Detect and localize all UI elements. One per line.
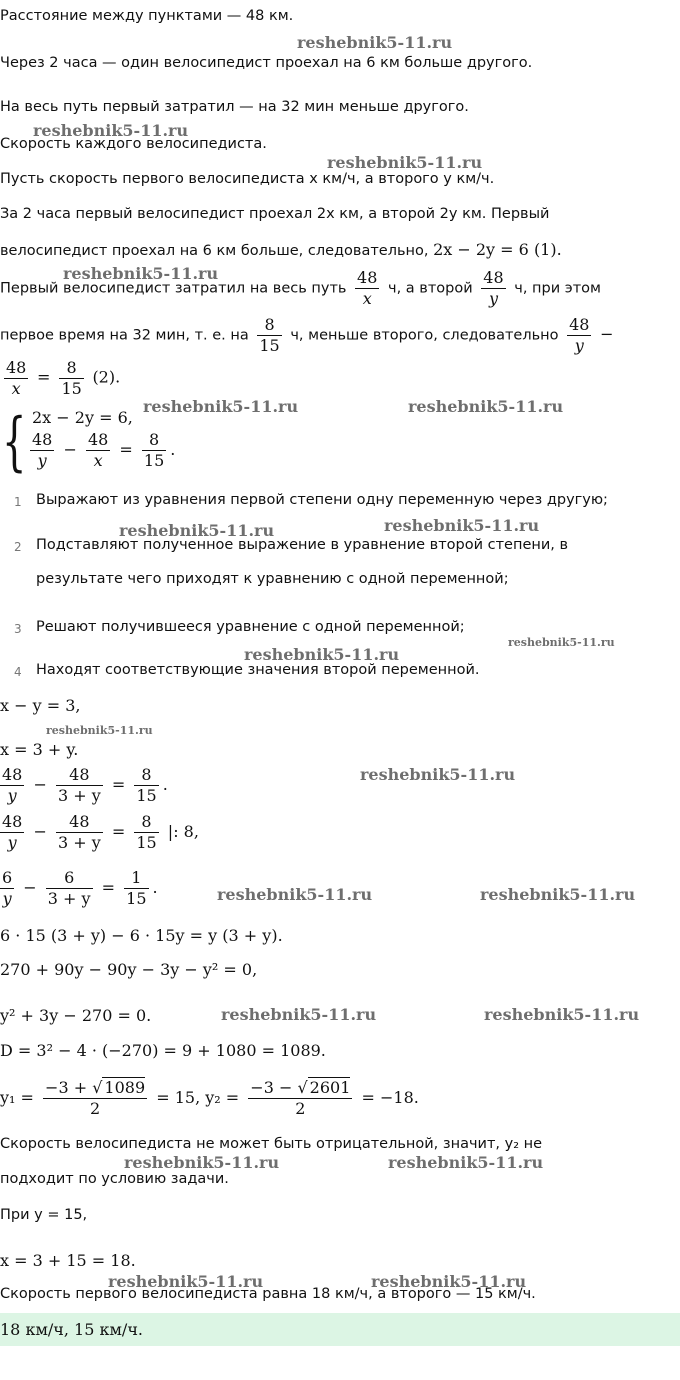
conclusion-line-5: Скорость первого велосипедиста равна 18 км/ч, а второго — 15 км/ч.	[0, 1286, 536, 1302]
watermark: reshebnik5-11.ru	[297, 33, 453, 52]
calc-line-9: D = 3² − 4 · (−270) = 9 + 1080 = 1089.	[0, 1041, 326, 1060]
calc3-frac-48-3y: $\frac{48}{3 + y}$	[57, 765, 101, 805]
calc3-equals: =	[111, 775, 126, 794]
conclusion-line-2: подходит по условию задачи.	[0, 1171, 229, 1187]
equals-sign: =	[36, 367, 56, 387]
conclusion-line-3: При y = 15,	[0, 1207, 88, 1223]
given-after-2h: Через 2 часа — один велосипедист проехал на 6 км больше другого.	[0, 55, 533, 71]
calc3-end: .	[162, 775, 168, 794]
calc4-frac-48-y: $\frac{48}{y}$	[2, 812, 23, 852]
calc5-equals: =	[101, 878, 116, 897]
watermark: reshebnik5-11.ru	[244, 645, 400, 664]
calc-line-4	[0, 812, 199, 853]
step-text: Решают получившееся уравнение с одной переменной;	[36, 619, 465, 635]
watermark: reshebnik5-11.ru	[119, 521, 275, 540]
step-text: Подставляют полученное выражение в уравнение второй степени, в	[36, 537, 569, 553]
step-number: 4	[14, 665, 22, 679]
system-frac-8-15: $\frac{8}{15}$	[143, 430, 165, 470]
given-distance: Расстояние между пунктами — 48 км.	[0, 8, 294, 24]
watermark: reshebnik5-11.ru	[63, 264, 219, 283]
fraction-8-15: $\frac{8}{15}$	[259, 315, 280, 355]
calc5-frac-1-15: $\frac{1}{15}$	[126, 868, 147, 908]
calc-line-7: 270 + 90y − 90y − 3y − y² = 0,	[0, 960, 258, 979]
calc-line-3	[0, 765, 168, 806]
system-eq-2	[26, 430, 175, 471]
step-text: Находят соответствующие значения второй переменной.	[36, 662, 480, 678]
watermark: reshebnik5-11.ru	[384, 516, 540, 535]
solution-line-3-end: ч, при этом	[514, 280, 601, 297]
conclusion-line-1: Скорость велосипедиста не может быть отрицательной, значит, y₂ не	[0, 1136, 543, 1152]
calc5-frac-6-3y: $\frac{6}{3 + y}$	[47, 868, 91, 908]
watermark: reshebnik5-11.ru	[484, 1005, 640, 1024]
root-y2-frac	[248, 1078, 352, 1119]
calc3-frac-48-y: $\frac{48}{y}$	[2, 765, 23, 805]
system-minus: −	[63, 440, 77, 459]
calc-line-2: x = 3 + y.	[0, 740, 79, 759]
watermark: reshebnik5-11.ru	[371, 1272, 527, 1291]
calc-line-6: 6 · 15 (3 + y) − 6 · 15y = y (3 + y).	[0, 926, 283, 945]
solution-line-3-text: Первый велосипедист затратил на весь путь	[0, 280, 347, 297]
root-y1-label: y₁ =	[0, 1088, 34, 1107]
solution-let: Пусть скорость первого велосипедиста x км/ч, а второго y км/ч.	[0, 171, 495, 187]
solution-line-2	[0, 240, 562, 259]
solution-line-3-mid: ч, а второй	[388, 280, 473, 297]
watermark: reshebnik5-11.ru	[508, 636, 615, 649]
fraction-48-y-2: $\frac{48}{y}$	[569, 315, 590, 355]
watermark: reshebnik5-11.ru	[124, 1153, 280, 1172]
system-brace: {	[2, 405, 27, 479]
calc5-minus: −	[23, 878, 37, 897]
watermark: reshebnik5-11.ru	[360, 765, 516, 784]
root-y2-num: −3 − √ 2601	[250, 1078, 351, 1097]
solution-line-5	[0, 358, 120, 399]
watermark: reshebnik5-11.ru	[388, 1153, 544, 1172]
step-number: 3	[14, 622, 22, 636]
system-equals: =	[119, 440, 133, 459]
equation-1: 2x − 2y = 6 (1).	[433, 240, 562, 259]
watermark: reshebnik5-11.ru	[217, 885, 373, 904]
calc3-frac-8-15: $\frac{8}{15}$	[136, 765, 157, 805]
given-find: Скорость каждого велосипедиста.	[0, 136, 267, 152]
root-y1-num: −3 + √ 1089	[45, 1078, 146, 1097]
system-eq-1: 2x − 2y = 6,	[32, 408, 133, 427]
step-text: Выражают из уравнения первой степени одну переменную через другую;	[36, 492, 608, 508]
answer-box	[0, 1313, 680, 1346]
root-y2-num-a: −3 −	[250, 1078, 298, 1097]
calc-roots	[0, 1078, 419, 1119]
conclusion-line-4: x = 3 + 15 = 18.	[0, 1251, 136, 1270]
minus-sign: −	[600, 324, 614, 344]
root-y1-sqrt: 1089	[104, 1078, 146, 1097]
watermark: reshebnik5-11.ru	[108, 1272, 264, 1291]
root-y2-sqrt: 2601	[309, 1078, 351, 1097]
step-number: 2	[14, 540, 22, 554]
calc3-minus: −	[33, 775, 47, 794]
calc-line-1: x − y = 3,	[0, 696, 81, 715]
fraction-8-15-2: $\frac{8}{15}$	[61, 358, 82, 398]
solution-line-4	[0, 315, 613, 356]
system-end: .	[170, 440, 176, 459]
step-number: 1	[14, 495, 22, 509]
given-whole-path: На весь путь первый затратил — на 32 мин меньше другого.	[0, 99, 469, 115]
root-y1-frac	[43, 1078, 147, 1119]
solution-line-2-text: велосипедист проехал на 6 км больше, следовательно,	[0, 243, 434, 259]
root-y1-den: 2	[90, 1099, 101, 1118]
fraction-48-x: $\frac{48}{x}$	[357, 268, 378, 308]
root-y2-label: = 15, y₂ =	[156, 1088, 240, 1107]
calc5-end: .	[152, 878, 158, 897]
calc4-frac-48-3y: $\frac{48}{3 + y}$	[57, 812, 101, 852]
root-y2-den: 2	[295, 1099, 306, 1118]
watermark: reshebnik5-11.ru	[408, 397, 564, 416]
watermark: reshebnik5-11.ru	[221, 1005, 377, 1024]
system-frac-48-x: $\frac{48}{x}$	[87, 430, 109, 470]
calc4-equals: =	[111, 822, 126, 841]
watermark: reshebnik5-11.ru	[480, 885, 636, 904]
calc-line-8: y² + 3y − 270 = 0.	[0, 1006, 152, 1025]
calc4-divide: |: 8,	[167, 822, 199, 841]
root-y1-num-a: −3 +	[45, 1078, 93, 1097]
watermark: reshebnik5-11.ru	[327, 153, 483, 172]
calc5-frac-6-y: $\frac{6}{y}$	[2, 868, 13, 908]
solution-line-4-text: первое время на 32 мин, т. е. на	[0, 327, 249, 344]
watermark: reshebnik5-11.ru	[46, 724, 153, 737]
step-text: результате чего приходят к уравнению с одной переменной;	[36, 571, 509, 587]
system-frac-48-y: $\frac{48}{y}$	[32, 430, 53, 470]
calc4-frac-8-15: $\frac{8}{15}$	[136, 812, 157, 852]
answer-text: 18 км/ч, 15 км/ч.	[0, 1320, 143, 1339]
solution-line-4-mid: ч, меньше второго, следовательно	[290, 327, 559, 344]
solution-line-1: За 2 часа первый велосипедист проехал 2x км, а второй 2y км. Первый	[0, 206, 550, 222]
fraction-48-y: $\frac{48}{y}$	[483, 268, 504, 308]
watermark: reshebnik5-11.ru	[143, 397, 299, 416]
root-y2-value: = −18.	[361, 1088, 419, 1107]
equation-2-label: (2).	[92, 367, 121, 387]
fraction-48-x-2: $\frac{48}{x}$	[6, 358, 27, 398]
watermark: reshebnik5-11.ru	[33, 121, 189, 140]
calc-line-5	[0, 868, 158, 909]
calc4-minus: −	[33, 822, 47, 841]
